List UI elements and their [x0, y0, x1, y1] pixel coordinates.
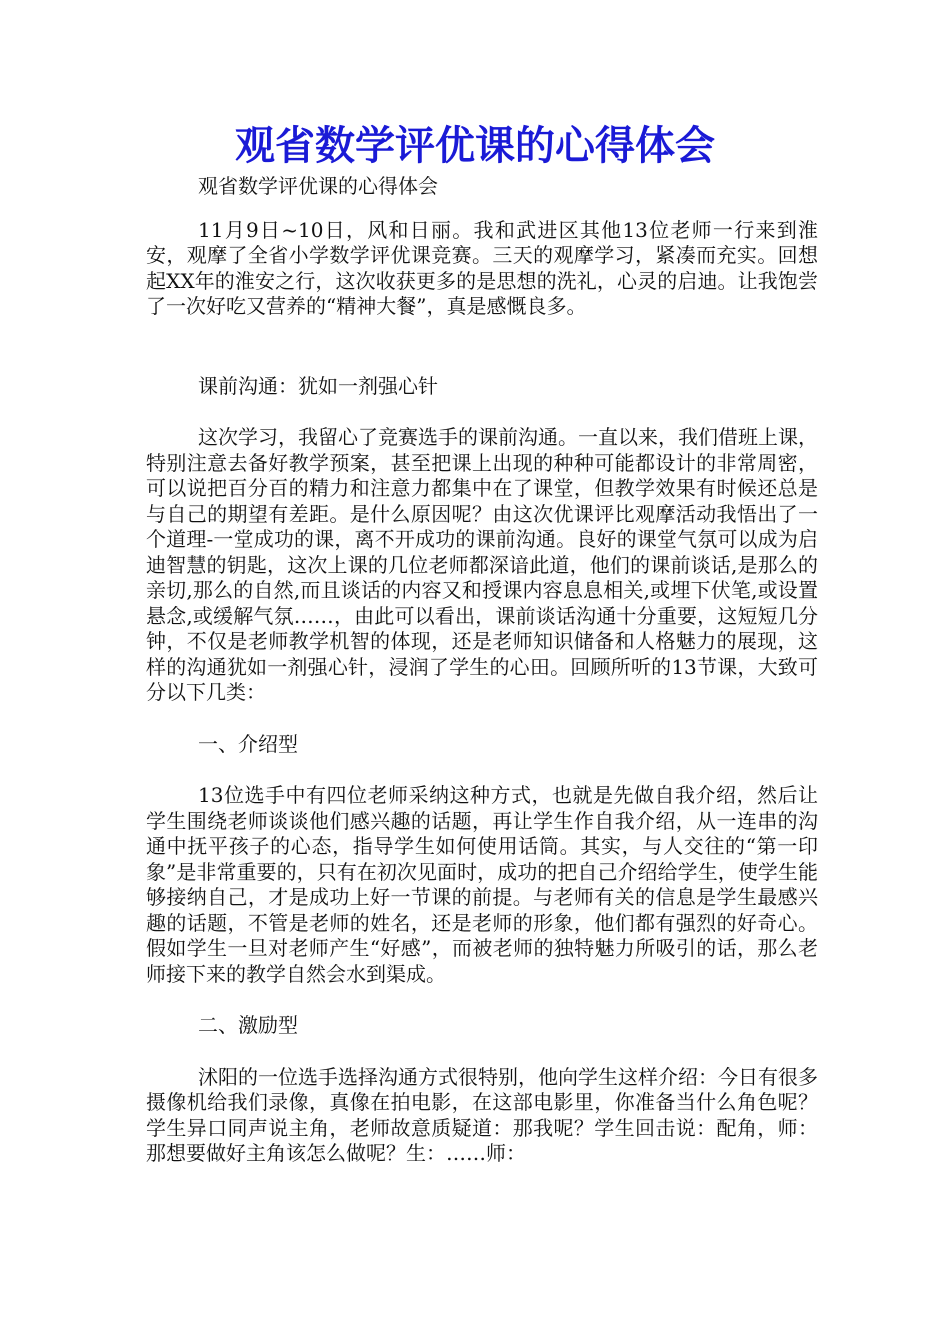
document-subtitle: 观省数学评优课的心得体会 [198, 174, 438, 198]
pre-class-communication-paragraph: 这次学习，我留心了竞赛选手的课前沟通。一直以来，我们借班上课，特别注意去备好教学预案，甚至把课上出现的种种可能都设计的非常周密，可以说把百分百的精力和注意力都集中在了课堂，但教学效果有时候还总是与自己的期望有差距。是什么原因呢？由这次优课评比观摩活动我悟出了一个道理-一堂成功的课，离不开成功的课前沟通。良好的课堂气氛可以成为启迪智慧的钥匙，这次上课的几位老师都深谙此道，他们的课前谈话,是那么的亲切,那么的自然,而且谈话的内容又和授课内容息息相关,或埋下伏笔,或设置悬念,或缓解气氛……，由此可以看出，课前谈话沟通十分重要，这短短几分钟，不仅是老师教学机智的体现，还是老师知识储备和人格魅力的展现，这样的沟通犹如一剂强心针，浸润了学生的心田。回顾所听的13节课，大致可分以下几类： [146, 425, 818, 704]
section-heading-encouragement-type: 二、激励型 [198, 1013, 298, 1037]
section-heading-introduction-type: 一、介绍型 [198, 731, 298, 756]
section-heading-pre-class-communication: 课前沟通：犹如一剂强心针 [198, 373, 438, 398]
document-body [146, 174, 818, 1167]
document-title: 观省数学评优课的心得体会 [235, 123, 715, 169]
encouragement-type-paragraph: 沭阳的一位选手选择沟通方式很特别，他向学生这样介绍：今日有很多摄像机给我们录像，真像在拍电影，在这部电影里，你准备当什么角色呢？学生异口同声说主角，老师故意质疑道：那我呢？学生回击说：配角，师：那想要做好主角该怎么做呢？生：……师： [146, 1064, 818, 1165]
intro-paragraph: 11月9日~10日，风和日丽。我和武进区其他13位老师一行来到淮安，观摩了全省小学数学评优课竞赛。三天的观摩学习，紧凑而充实。回想起XX年的淮安之行，这次收获更多的是思想的洗礼，心灵的启迪。让我饱尝了一次好吃又营养的“精神大餐”，真是感慨良多。 [146, 217, 818, 318]
introduction-type-paragraph: 13位选手中有四位老师采纳这种方式，也就是先做自我介绍，然后让学生围绕老师谈谈他们感兴趣的话题，再让学生作自我介绍，从一连串的沟通中抚平孩子的心态，指导学生如何使用话筒。其实，与人交往的“第一印象”是非常重要的，只有在初次见面时，成功的把自己介绍给学生，使学生能够接纳自己，才是成功上好一节课的前提。与老师有关的信息是学生最感兴趣的话题，不管是老师的姓名，还是老师的形象，他们都有强烈的好奇心。假如学生一旦对老师产生“好感”，而被老师的独特魅力所吸引的话，那么老师接下来的教学自然会水到渠成。 [146, 783, 818, 986]
